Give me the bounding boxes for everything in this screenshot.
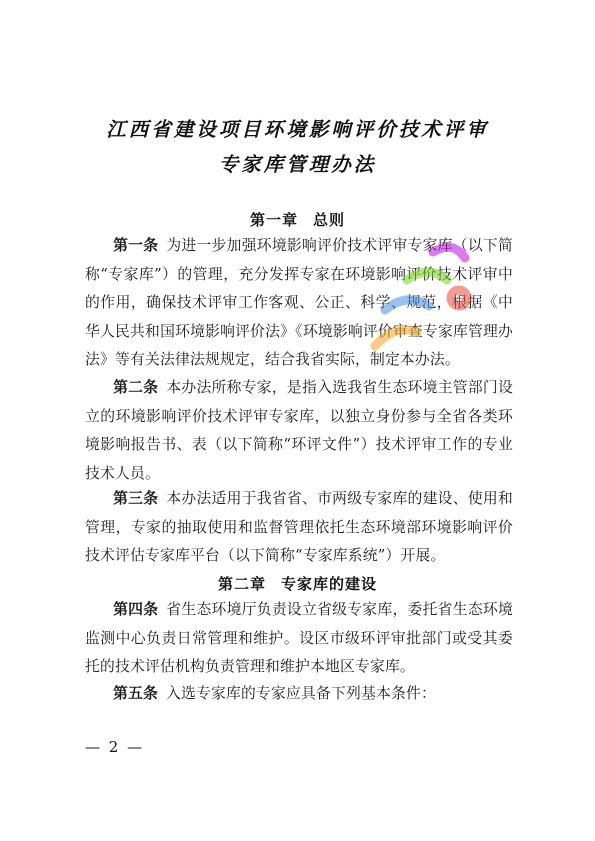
chapter-1-name: 总则	[313, 211, 346, 229]
chapter-2-number: 第二章	[217, 575, 266, 593]
chapter-2-heading	[0, 573, 595, 594]
article-4	[85, 596, 513, 682]
article-2-text: 本办法所称专家，是指入选我省生态环境主管部门设立的环境影响评价技术评审专家库，以独立身份参与全省各类环境影响报告书、表（以下简称“环评文件”）技术评审工作的专业技术人员。	[85, 379, 513, 482]
article-2	[85, 374, 513, 488]
document-title-line-2: 专家库管理办法	[218, 153, 377, 176]
article-5-label: 第五条	[113, 685, 158, 702]
document-title-line-1: 江西省建设项目环境影响评价技术评审	[106, 118, 489, 141]
article-1	[85, 232, 513, 375]
article-5-text: 入选专家库的专家应具备下列基本条件：	[166, 685, 436, 702]
chapter-2-name: 专家库的建设	[281, 575, 378, 593]
chapter-1-heading	[0, 209, 595, 230]
article-3-label: 第三条	[113, 490, 159, 507]
article-1-text: 为进一步加强环境影响评价技术评审专家库（以下简称“专家库”）的管理，充分发挥专家在环境影响评价技术评审中的作用，确保技术评审工作客观、公正、科学、规范，根据《中华人民共和国环境影响评价法》《环境影响评价审查专家库管理办法》等有关法律法规规定，结合我省实际，制定本办法。	[85, 237, 513, 368]
article-3-text: 本办法适用于我省省、市两级专家库的建设、使用和管理，专家的抽取使用和监督管理依托生态环境部环境影响评价技术评估专家库平台（以下简称“专家库系统”）开展。	[85, 490, 513, 564]
article-5	[85, 680, 513, 709]
article-1-label: 第一条	[113, 237, 159, 254]
article-2-label: 第二条	[113, 379, 159, 396]
page-number: — 2 —	[85, 738, 145, 756]
article-4-text: 省生态环境厅负责设立省级专家库，委托省生态环境监测中心负责日常管理和维护。设区市级环评审批部门或受其委托的技术评估机构负责管理和维护本地区专家库。	[85, 601, 513, 675]
article-4-label: 第四条	[113, 601, 159, 618]
article-3	[85, 485, 513, 571]
chapter-1-number: 第一章	[249, 211, 298, 229]
